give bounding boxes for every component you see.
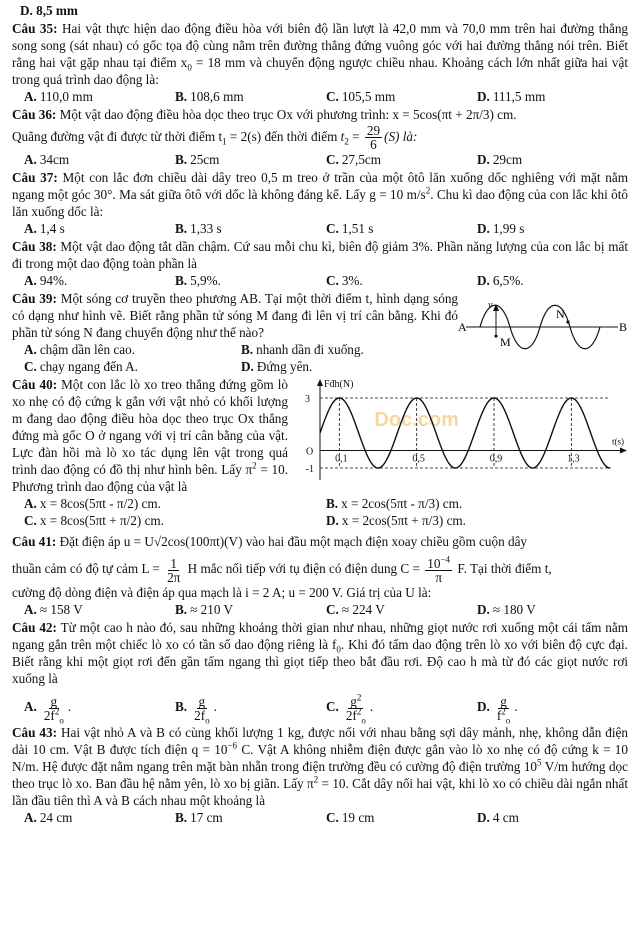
question-label: Câu 39: — [12, 291, 57, 307]
options — [12, 88, 628, 105]
option-letter: A. — [24, 273, 37, 289]
data-point — [397, 433, 398, 434]
option-a[interactable] — [24, 495, 326, 512]
option-letter: D. — [477, 602, 490, 618]
option-text: 1,33 s — [190, 221, 222, 237]
y-tick-label: -1 — [305, 464, 314, 476]
stem-text: . Khi đó tấm dao động trên lò xo với biên độ cực đại. Biết rằng khi một giọt rơi đến gần tấm ngang thì giọt tiếp theo bắt đầu rơi. Độ cao h mà từ đó các giọt nước rơi xuống là — [12, 637, 628, 687]
option-d[interactable] — [326, 512, 628, 529]
superscript: 2 — [356, 692, 362, 703]
option-text: x = 8cos(5πt + π/2) cm. — [39, 513, 164, 529]
force-chart — [288, 376, 628, 494]
options — [12, 151, 628, 168]
superscript: 2 — [313, 775, 319, 786]
option-letter: A. — [24, 496, 37, 512]
y-axis-label: Fđh(N) — [324, 379, 354, 391]
option-text: nhanh dần đi xuống. — [256, 342, 364, 358]
option-text: 5,9%. — [190, 273, 221, 289]
option-letter: C. — [326, 810, 339, 826]
option-b[interactable] — [175, 272, 326, 289]
option-text: x = 2cos(5πt - π/3) cm. — [341, 496, 463, 512]
stem-text: = 10. Phương trình dao động của vật là — [12, 462, 288, 495]
option-a[interactable] — [24, 809, 175, 826]
option-letter: A. — [24, 221, 37, 237]
question-35 — [12, 20, 628, 105]
question-label: Câu 36: — [12, 107, 57, 122]
option-letter: C. — [326, 273, 339, 289]
stem-text: Hai vật nhỏ A và B có cùng khối lượng 1 kg, được nối với nhau bằng sợi dây mảnh, nhẹ, không dẫn điện dài 10 cm. Vật B được tích điện q = 10 — [12, 725, 628, 758]
data-point — [571, 398, 572, 399]
option-letter: A. — [24, 810, 37, 826]
option-letter: B. — [175, 699, 188, 715]
fraction-numerator: 1 — [170, 555, 177, 571]
subscript: 1 — [222, 136, 227, 147]
x-axis-arrow — [620, 448, 627, 454]
data-point — [609, 468, 610, 469]
num-base: g — [350, 693, 357, 709]
options — [12, 687, 628, 726]
option-letter: B. — [175, 602, 188, 618]
question-37-stem — [12, 169, 628, 220]
option-a[interactable] — [24, 220, 175, 237]
stem-text: Một vật dao động tắt dần chậm. Cứ sau mỗi chu kì, biên độ giảm 3%. Phần năng lượng của con lắc bị mất đi trong một dao động toàn phần là — [12, 239, 629, 272]
option-text: 110,0 mm — [39, 89, 93, 104]
option-text: 6,5%. — [492, 273, 524, 289]
point-b-label: B — [619, 320, 628, 335]
data-point — [319, 433, 320, 434]
subscript: 2 — [344, 136, 349, 147]
option-text: 3%. — [341, 273, 363, 289]
option-text: 34cm — [39, 152, 70, 168]
option-d[interactable] — [241, 358, 458, 375]
option-text: ≈ 158 V — [39, 602, 83, 618]
option-a[interactable] — [24, 341, 241, 358]
point-m — [494, 335, 497, 338]
option-text: 25cm — [190, 152, 220, 168]
option-b[interactable] — [175, 809, 326, 826]
option-d[interactable] — [477, 151, 628, 168]
option-a[interactable] — [24, 601, 175, 618]
option-c[interactable] — [24, 358, 241, 375]
fraction-denominator: 6 — [370, 137, 377, 153]
question-label: Câu 43: — [12, 725, 57, 741]
data-point — [455, 468, 456, 469]
option-text: x = 2cos(5πt + π/3) cm. — [341, 513, 466, 529]
option-d[interactable] — [477, 272, 628, 289]
option-b[interactable] — [326, 495, 628, 512]
question-label: Câu 38: — [12, 239, 57, 255]
question-39 — [12, 290, 628, 375]
options — [12, 341, 458, 375]
x-tick-label: 0,9 — [489, 453, 503, 465]
data-point — [513, 433, 514, 434]
question-42-stem — [12, 619, 628, 687]
question-label: Câu 35: — [12, 21, 58, 36]
data-point — [377, 468, 378, 469]
fraction — [365, 124, 382, 151]
option-c[interactable]: C. $\frac{g^2}{2f^2_o}$ . — [326, 692, 374, 726]
option-letter: C. — [326, 89, 339, 104]
fraction-denominator: 2π — [167, 569, 181, 585]
stem-text: = 10. Cắt dây nối hai vật, khi lò xo có chiều dài ngắn nhất lần đầu tiên thì A và B cách nhau một khoảng là — [12, 776, 628, 809]
option-b[interactable]: B. $\frac{g}{2f_o}$ . — [175, 693, 217, 726]
option-text: chậm dần lên cao. — [39, 342, 136, 358]
fraction-denominator: π — [435, 569, 442, 585]
superscript: 2 — [54, 706, 60, 717]
top-line-text: D. 8,5 mm — [20, 3, 78, 18]
option-letter: C. — [326, 221, 339, 237]
option-letter: D. — [477, 810, 490, 826]
question-36-stem-2 — [12, 123, 628, 151]
data-point — [435, 433, 436, 434]
option-letter: D. — [477, 699, 490, 715]
question-43-stem — [12, 724, 628, 809]
options — [12, 601, 628, 618]
subscript: o — [361, 715, 366, 726]
numerator-base: 10 — [427, 555, 441, 571]
option-letter: C. — [326, 602, 339, 618]
option-letter: B. — [241, 342, 254, 358]
option-d[interactable] — [477, 809, 628, 826]
question-label: Câu 41: — [12, 534, 57, 550]
subscript: o — [505, 715, 511, 726]
option-text: Đứng yên. — [256, 359, 313, 375]
option-letter: B. — [175, 89, 188, 104]
top-line — [12, 2, 628, 19]
question-35-stem — [12, 20, 628, 88]
fraction-denominator — [192, 707, 212, 726]
question-40 — [12, 376, 628, 529]
data-point — [551, 433, 552, 434]
fraction-numerator: g — [500, 693, 507, 709]
option-text: 1,51 s — [341, 221, 374, 237]
question-42 — [12, 619, 629, 726]
stem-text: Hai vật thực hiện dao động điều hòa với biên độ lần lượt là 42,0 mm và 70,0 mm trên hai đường thẳng song song (sát nhau) có gốc tọa độ cùng nằm trên đường thẳng đứng vuông góc với hai đường thẳng nói trên. Biết rằng hai vật gặp nhau tại điểm x — [12, 21, 629, 70]
option-text: 94%. — [39, 273, 68, 289]
option-text: 1,4 s — [39, 221, 65, 237]
stem-text: Một con lắc lò xo treo thẳng đứng gồm lò xo nhẹ có độ cứng k gắn với vật nhỏ có khối lượng m đang dao động điều hòa dọc theo trục Ox thẳng đứng mà gốc O ở ngang với vị trí cân bằng của vật. Lực đàn hồi mà lò xo tác dụng lên vật trong quá trình dao động có đồ thị như hình bên. Lấy π — [12, 377, 288, 478]
data-point — [416, 398, 417, 399]
superscript: 2 — [425, 186, 431, 197]
option-b[interactable] — [175, 601, 326, 618]
option-d[interactable] — [477, 88, 628, 105]
fraction-denominator — [42, 706, 66, 726]
option-d[interactable] — [477, 601, 628, 618]
stem-text: thuần cảm có độ tự cảm L = — [12, 561, 164, 577]
option-letter: B. — [175, 273, 188, 289]
wave-figure — [458, 302, 628, 352]
t2-symbol: t — [340, 129, 345, 144]
point-m-label: M — [500, 335, 511, 350]
stem-text: Quãng đường vật đi được từ thời điểm t — [12, 129, 223, 144]
x-axis-label: t(s) — [612, 436, 624, 447]
option-text: 1,99 s — [492, 221, 525, 237]
question-41-stem-1 — [12, 530, 628, 554]
data-point — [339, 398, 340, 399]
option-letter: B. — [175, 221, 188, 237]
option-letter: C. — [24, 359, 37, 375]
stem-text: V/m hướng dọc theo trục lò xo. Ban đầu hệ nằm yên, lò xo bị giãn. Lấy π — [12, 759, 628, 792]
stem-text: = 18 mm và chuyển động ngược chiều nhau. Khoảng cách lớn nhất giữa hai vật trong quá trình dao động là: — [12, 55, 628, 87]
superscript: 5 — [537, 758, 542, 769]
option-text: 105,5 mm — [341, 89, 396, 104]
question-41-stem-3 — [12, 584, 628, 601]
data-point — [532, 468, 533, 469]
subscript: o — [59, 715, 64, 726]
question-43 — [12, 724, 628, 826]
point-n — [566, 321, 569, 324]
option-letter: D. — [326, 513, 339, 529]
equals: = — [348, 129, 363, 144]
option-letter: C. — [326, 152, 339, 168]
option-letter: A. — [24, 152, 37, 168]
option-d[interactable]: D. $\frac{g}{f^2_o}$ . — [477, 693, 518, 726]
y-tick-label: 3 — [305, 394, 310, 406]
question-label: Câu 37: — [12, 170, 58, 186]
option-text: x = 8cos(5πt - π/2) cm. — [39, 496, 161, 512]
options — [12, 809, 628, 826]
stem-text: C. Vật A không nhiễm điện được gắn vào lò xo nhẹ có độ cứng k = 10 N/m. Hệ được đặt nằm ngang trên mặt bàn nhẵn trong điện trường đều có cường độ điện trường 10 — [12, 742, 628, 775]
den-base: f — [496, 707, 502, 723]
option-b[interactable] — [175, 151, 326, 168]
option-letter: B. — [175, 810, 188, 826]
subscript: 0 — [187, 62, 192, 73]
option-text: 108,6 mm — [190, 89, 244, 104]
question-label: Câu 42: — [12, 620, 57, 636]
option-letter: A. — [24, 699, 37, 715]
question-37 — [12, 169, 628, 237]
x-tick-label: 1,3 — [567, 453, 580, 465]
option-text: 24 cm — [39, 810, 73, 826]
question-38 — [12, 238, 628, 289]
question-label: Câu 40: — [12, 377, 58, 393]
stem-text: Từ một cao h nào đó, sau những khoảng thời gian như nhau, những giọt nước rơi xuống một cái tấm nằm ngang gắn trên một chiếc lò xo có tần số dao động riêng là f — [12, 620, 629, 653]
option-letter: D. — [477, 89, 490, 104]
option-letter: D. — [241, 359, 254, 375]
superscript: 2 — [501, 706, 506, 717]
option-b[interactable] — [175, 88, 326, 105]
question-41-stem-2 — [12, 554, 628, 584]
option-letter: A. — [24, 342, 37, 358]
option-letter: D. — [477, 273, 490, 289]
capacitance-fraction — [425, 554, 452, 585]
data-point — [590, 433, 591, 434]
den-base: 2f — [43, 707, 55, 723]
option-a[interactable] — [24, 151, 175, 168]
subscript: o — [205, 715, 210, 726]
question-41 — [12, 530, 628, 618]
stem-text: (S) là: — [384, 129, 418, 144]
option-letter: A. — [24, 602, 37, 618]
option-c[interactable] — [326, 88, 477, 105]
question-36-stem — [12, 106, 628, 123]
fraction-denominator — [495, 706, 512, 726]
option-text: 29cm — [492, 152, 523, 168]
option-c[interactable] — [326, 272, 477, 289]
den-base: 2f — [194, 707, 206, 723]
stem-text: Một vật dao động điều hòa dọc theo trục Ox với phương trình: x = 5cos(πt + 2π/3) cm. — [59, 107, 517, 122]
option-text: 19 cm — [341, 810, 375, 826]
option-letter: B. — [326, 496, 339, 512]
option-b[interactable] — [175, 220, 326, 237]
point-n-label: N — [556, 307, 565, 322]
sqrt-two: √2 — [153, 534, 168, 550]
stem-text: F. Tại thời điểm t, — [454, 561, 552, 577]
stem-text: Đặt điện áp u = U — [59, 534, 154, 550]
question-38-stem — [12, 238, 628, 272]
superscript: −4 — [440, 554, 451, 565]
fraction-denominator — [344, 706, 368, 726]
option-letter: C. — [326, 699, 339, 715]
fraction-numerator: g — [50, 693, 58, 709]
fraction-numerator: g — [198, 693, 206, 709]
option-letter: A. — [24, 89, 37, 104]
option-fraction — [495, 693, 512, 726]
option-text: 4 cm — [492, 810, 519, 826]
option-text: ≈ 210 V — [190, 602, 233, 618]
option-text: 17 cm — [190, 810, 223, 826]
options — [12, 220, 628, 237]
option-b[interactable] — [241, 341, 458, 358]
option-letter: C. — [24, 513, 37, 529]
watermark: Doc.com — [374, 409, 459, 432]
stem-text: H mắc nối tiếp với tụ điện có điện dung C = — [184, 561, 424, 577]
option-c[interactable] — [326, 809, 477, 826]
data-point — [358, 433, 359, 434]
y-axis-arrow — [317, 379, 323, 386]
option-c[interactable] — [326, 220, 477, 237]
option-letter: D. — [477, 152, 490, 168]
option-letter: B. — [175, 152, 188, 168]
x-tick-label: 0,1 — [335, 453, 348, 465]
question-36 — [12, 106, 628, 168]
option-letter: D. — [477, 221, 490, 237]
velocity-label: v — [488, 302, 493, 312]
option-a[interactable] — [24, 88, 175, 105]
option-a[interactable] — [24, 272, 175, 289]
stem-text: Một sóng cơ truyền theo phương AB. Tại một thời điểm t, hình dạng sóng có dạng như hình vẽ. Biết rằng phần tử sóng M đang đi lên vị trí cân bằng. Khi đó phần tử sóng N đang chuyển động như thế nào? — [12, 291, 459, 341]
subscript: 0 — [336, 645, 341, 656]
option-text: ≈ 224 V — [341, 602, 385, 618]
data-point — [474, 433, 475, 434]
option-c[interactable] — [24, 512, 326, 529]
fraction-numerator — [425, 554, 452, 571]
option-c[interactable] — [326, 151, 477, 168]
superscript: 2 — [252, 461, 257, 472]
option-c[interactable] — [326, 601, 477, 618]
x-tick-label: 0,5 — [412, 453, 425, 465]
stem-text: . Chu kì dao động của con lắc khi ôtô lăn xuống dốc là: — [12, 187, 628, 220]
fraction-numerator: 29 — [366, 123, 381, 139]
stem-text: cường độ dòng điện và điện áp qua mạch là i = 2 A; u = 200 V. Giá trị của U là: — [12, 585, 432, 601]
stem-text: Một con lắc đơn chiều dài dây treo 0,5 m treo ở trần của một ôtô lăn xuống dốc nghiêng với mặt nằm ngang một góc 30°. Ma sát giữa ôtô với dốc là không đáng kể. Lấy g = 10 m/s — [12, 170, 628, 203]
option-d[interactable] — [477, 220, 628, 237]
point-a-label: A — [458, 320, 467, 335]
options — [12, 495, 628, 529]
stem-text: cos(100πt)(V) vào hai đầu một mạch điện xoay chiều gồm cuộn dây — [167, 534, 528, 550]
option-a[interactable]: A. $\frac{g}{2f^2_o}$ . — [24, 693, 72, 726]
den-base: 2f — [345, 707, 357, 723]
inductance-fraction — [165, 557, 182, 584]
option-fraction — [192, 693, 212, 726]
superscript: −6 — [227, 741, 238, 752]
options — [12, 272, 628, 289]
stem-text: = 2(s) đến thời điểm — [226, 129, 341, 144]
superscript: 2 — [356, 706, 362, 717]
option-text: chạy ngang đến A. — [39, 359, 138, 375]
origin-label: O — [306, 446, 314, 458]
option-text: ≈ 180 V — [492, 602, 536, 618]
option-text: 111,5 mm — [492, 89, 546, 104]
option-text: 27,5cm — [341, 152, 382, 168]
data-point — [493, 398, 494, 399]
